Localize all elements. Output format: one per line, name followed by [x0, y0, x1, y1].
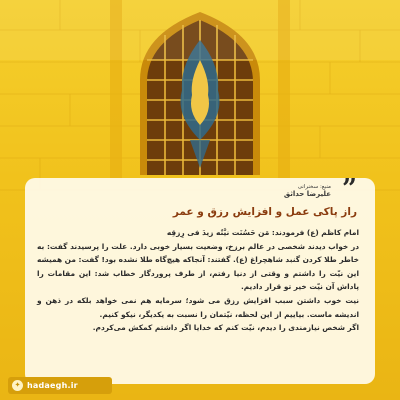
post-body [37, 226, 359, 335]
paragraph: نیت خوب داشتن سبب افزایش رزق می شود؛ سرمایه هم نمی خواهد بلکه در ذهن و اندیشه ماست. بیاییم از این لحظه، نیّتمان را نسبت به یکدیگر، نیکو کنیم. [37, 295, 359, 319]
quote-icon: ” [342, 178, 357, 204]
paragraph: در خواب دیدند شخصی در عالم برزخ، وضعیت بسیار خوبی دارد. علت را پرسیدند گفت: به خاطر طلا کردن گنبد شاهچراغ (ع). گفتند: آنجاکه هیچ‌گاه طلا نشده بود! گفت: من همیشه این نیّت را داشتم و وقتی از دنیا رفتم، از طرف پروردگار خطاب شد: این مقامات را پاداش آن نیّت خیر تو قرار دادیم. [37, 241, 359, 292]
post-title: راز پاکی عمل و افزایش رزق و عمر [172, 206, 357, 218]
paragraph: امام کاظم (ع) فرمودند: مَن حَسُنَت نیَّتُه زیدَ فی رِزقِه [166, 228, 359, 237]
site-url: hadaegh.ir [27, 381, 78, 390]
site-logo[interactable] [8, 377, 112, 394]
author-name: علیرضا حداثق [283, 190, 331, 198]
source-label: منبع: سخنرانی [297, 184, 331, 190]
text-card [25, 178, 375, 384]
logo-icon: ✦ [12, 380, 23, 391]
paragraph: اگر شخص نیازمندی را دیدم، نیّت کنم که خدایا اگر داشتم کمکش می‌کردم. [92, 323, 359, 333]
author-block [284, 184, 331, 198]
